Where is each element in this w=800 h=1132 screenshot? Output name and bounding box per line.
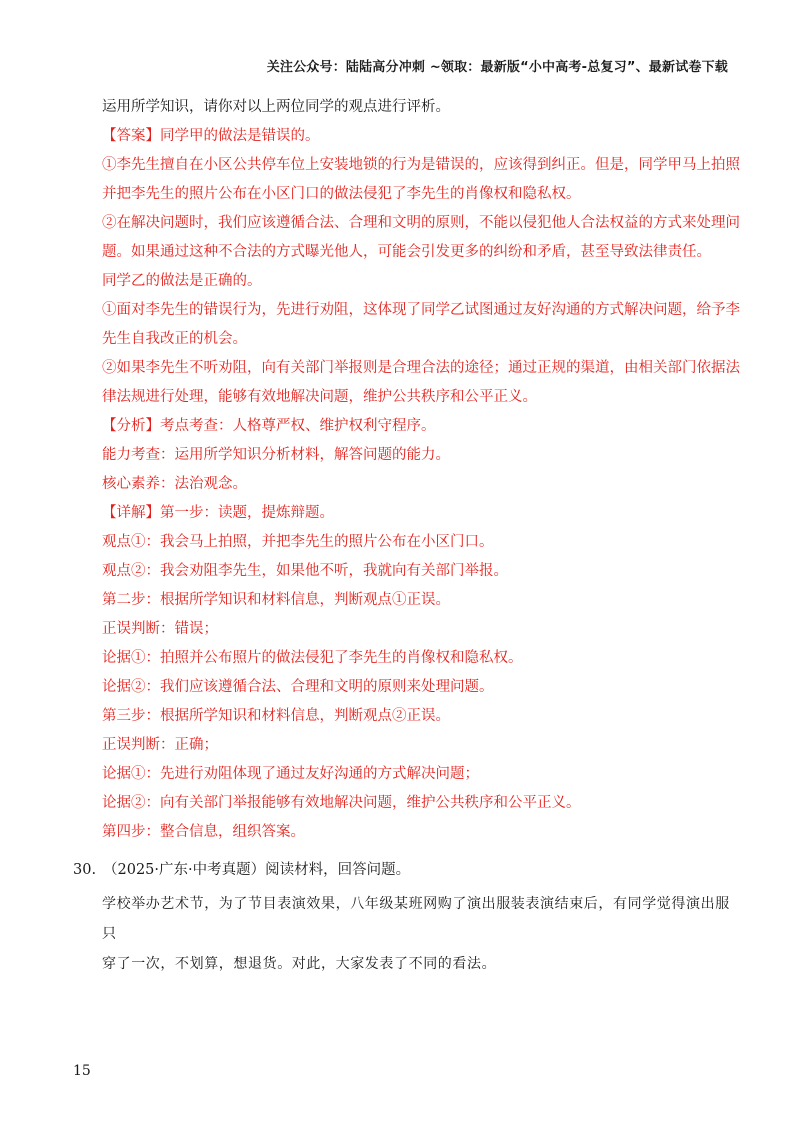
- answer-line: 【分析】考点考查：人格尊严权、维护权利守程序。: [102, 418, 436, 434]
- answer-line: 题。如果通过这种不合法的方式曝光他人，可能会引发更多的纠纷和矛盾，甚至导致法律责任。: [102, 244, 711, 260]
- page-number: 15: [73, 1063, 91, 1079]
- answer-line: ②如果李先生不听劝阻，向有关部门举报则是合理合法的途径；通过正规的渠道，由相关部门依据法: [102, 360, 740, 376]
- answer-line: ②在解决问题时，我们应该遵循合法、合理和文明的原则，不能以侵犯他人合法权益的方式来处理问: [102, 215, 740, 231]
- answer-line: 律法规进行处理，能够有效地解决问题，维护公共秩序和公平正义。: [102, 389, 537, 405]
- answer-line: 观点①：我会马上拍照，并把李先生的照片公布在小区门口。: [102, 534, 494, 550]
- answer-line: ①李先生擅自在小区公共停车位上安装地锁的行为是错误的，应该得到纠正。但是，同学甲马上拍照: [102, 157, 740, 173]
- material-line: 穿了一次，不划算，想退货。对此，大家发表了不同的看法。: [102, 956, 497, 972]
- answer-line: 核心素养：法治观念。: [102, 476, 247, 492]
- answer-line: 正误判断：正确；: [102, 737, 218, 753]
- answer-section: [102, 94, 740, 848]
- question-intro: 运用所学知识，请你对以上两位同学的观点进行评析。: [102, 99, 450, 115]
- reading-material: [102, 889, 742, 979]
- question-text: （2025·广东·中考真题）阅读材料，回答问题。: [103, 862, 411, 878]
- answer-line: 正误判断：错误；: [102, 621, 218, 637]
- answer-line: 先生自我改正的机会。: [102, 331, 247, 347]
- answer-line: 观点②：我会劝阻李先生，如果他不听，我就向有关部门举报。: [102, 563, 508, 579]
- answer-lines: [102, 123, 740, 845]
- question-number: 30.: [73, 862, 97, 878]
- material-line: 学校举办艺术节，为了节目表演效果，八年级某班网购了演出服装表演结束后，有同学觉得演出服只: [102, 896, 730, 942]
- answer-line: 能力考查：运用所学知识分析材料，解答问题的能力。: [102, 447, 450, 463]
- page-header: 关注公众号：陆陆高分冲刺 ~领取：最新版“小中高考-总复习”、最新试卷下载: [266, 60, 728, 75]
- answer-line: ①面对李先生的错误行为，先进行劝阻，这体现了同学乙试图通过友好沟通的方式解决问题，给予李: [102, 302, 740, 318]
- answer-line: 论据②：向有关部门举报能够有效地解决问题，维护公共秩序和公平正义。: [102, 795, 581, 811]
- answer-line: 第四步：整合信息，组织答案。: [102, 824, 305, 840]
- answer-line: 同学乙的做法是正确的。: [102, 273, 262, 289]
- answer-line: 论据①：先进行劝阻体现了通过友好沟通的方式解决问题；: [102, 766, 479, 782]
- answer-line: 【答案】同学甲的做法是错误的。: [102, 128, 320, 144]
- answer-line: 论据②：我们应该遵循合法、合理和文明的原则来处理问题。: [102, 679, 494, 695]
- answer-line: 第三步：根据所学知识和材料信息，判断观点②正误。: [102, 708, 450, 724]
- question-30: [73, 857, 410, 883]
- answer-line: 【详解】第一步：读题，提炼辩题。: [102, 505, 334, 521]
- answer-line: 第二步：根据所学知识和材料信息，判断观点①正误。: [102, 592, 450, 608]
- answer-line: 论据①：拍照并公布照片的做法侵犯了李先生的肖像权和隐私权。: [102, 650, 523, 666]
- answer-line: 并把李先生的照片公布在小区门口的做法侵犯了李先生的肖像权和隐私权。: [102, 186, 581, 202]
